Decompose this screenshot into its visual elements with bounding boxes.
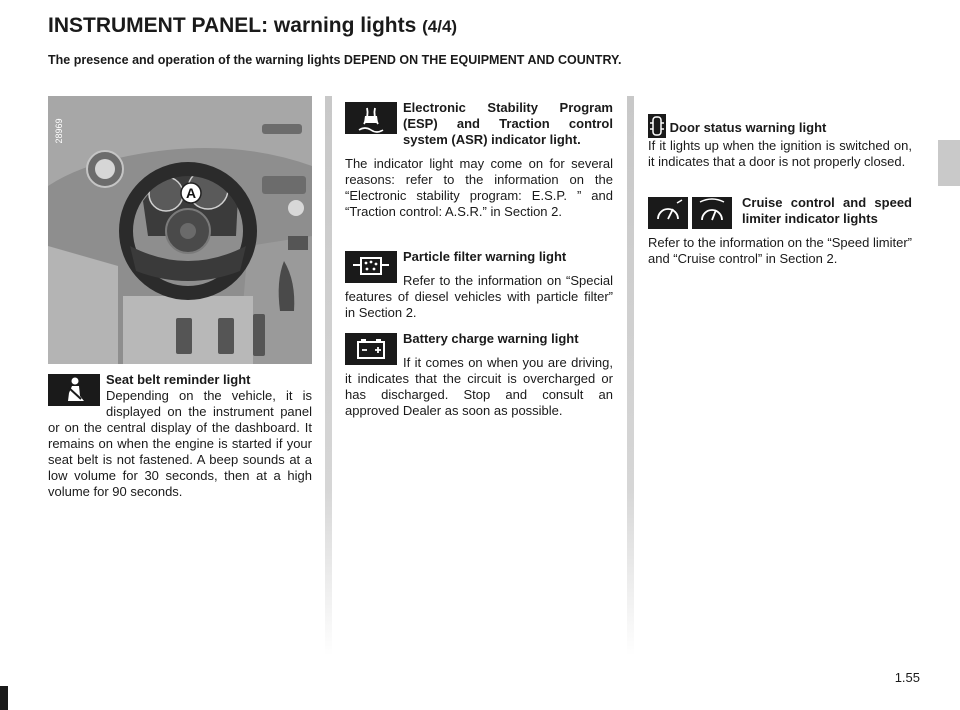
cruise-heading: Cruise control and speed limiter indicator lights xyxy=(742,195,912,226)
seat-belt-icon xyxy=(48,374,100,406)
seat-belt-heading: Seat belt reminder light xyxy=(106,372,251,387)
section-tab xyxy=(938,140,960,186)
dashboard-photo xyxy=(48,96,312,364)
door-status-heading: Door status warning light xyxy=(669,120,827,135)
battery-icon xyxy=(345,333,397,365)
esp-section xyxy=(345,100,613,220)
cruise-body: Refer to the information on the “Speed limiter” and “Cruise control” in Section 2. xyxy=(648,235,912,266)
esp-body: The indicator light may come on for several reasons: refer to the information on the “Electronic stability program: E.S.P. ” and “Traction control: A.S.R.” in Section 2. xyxy=(345,156,613,219)
battery-section xyxy=(345,331,613,419)
figure-ref-code: 28969 xyxy=(54,118,64,144)
particle-filter-body: Refer to the information on “Special features of diesel vehicles with particle filter” in Section 2. xyxy=(345,273,613,320)
particle-filter-heading: Particle filter warning light xyxy=(403,249,567,264)
cruise-icons xyxy=(648,197,736,229)
page-number: 1.55 xyxy=(894,670,920,685)
page-title xyxy=(48,14,457,38)
column-divider-left xyxy=(325,96,332,656)
callout-label: A xyxy=(185,185,197,201)
cruise-section xyxy=(648,195,912,267)
door-status-body: If it lights up when the ignition is switched on, it indicates that a door is not properly closed. xyxy=(648,138,912,169)
door-status-section xyxy=(648,114,912,170)
seat-belt-body: Depending on the vehicle, it is displayed on the instrument panel or on the central display of the dashboard. It remains on when the engine is started if your seat belt is not fastened. A beep sounds at a low volume for 30 seconds, then at a high volume for 90 seconds. xyxy=(48,388,312,499)
column-divider-right xyxy=(627,96,634,656)
particle-filter-icon xyxy=(345,251,397,283)
seat-belt-section xyxy=(48,372,312,500)
cruise-control-icon xyxy=(648,197,688,229)
particle-filter-section xyxy=(345,249,613,321)
esp-icon xyxy=(345,102,397,134)
title-text: INSTRUMENT PANEL: warning lights xyxy=(48,14,417,37)
page-subtitle: The presence and operation of the warning lights DEPEND ON THE EQUIPMENT AND COUNTRY. xyxy=(48,53,622,67)
title-part: (4/4) xyxy=(422,17,458,36)
battery-heading: Battery charge warning light xyxy=(403,331,579,346)
dashboard-drawing xyxy=(48,96,312,364)
battery-body: If it comes on when you are driving, it indicates that the circuit is overcharged or has discharged. Stop and consult an approved Dealer as soon as possible. xyxy=(345,355,613,418)
speed-limiter-icon xyxy=(692,197,732,229)
figure-ref xyxy=(50,103,68,159)
margin-mark xyxy=(0,686,8,710)
door-status-icon xyxy=(648,114,666,138)
esp-heading: Electronic Stability Program (ESP) and Traction control system (ASR) indicator light. xyxy=(403,100,613,147)
